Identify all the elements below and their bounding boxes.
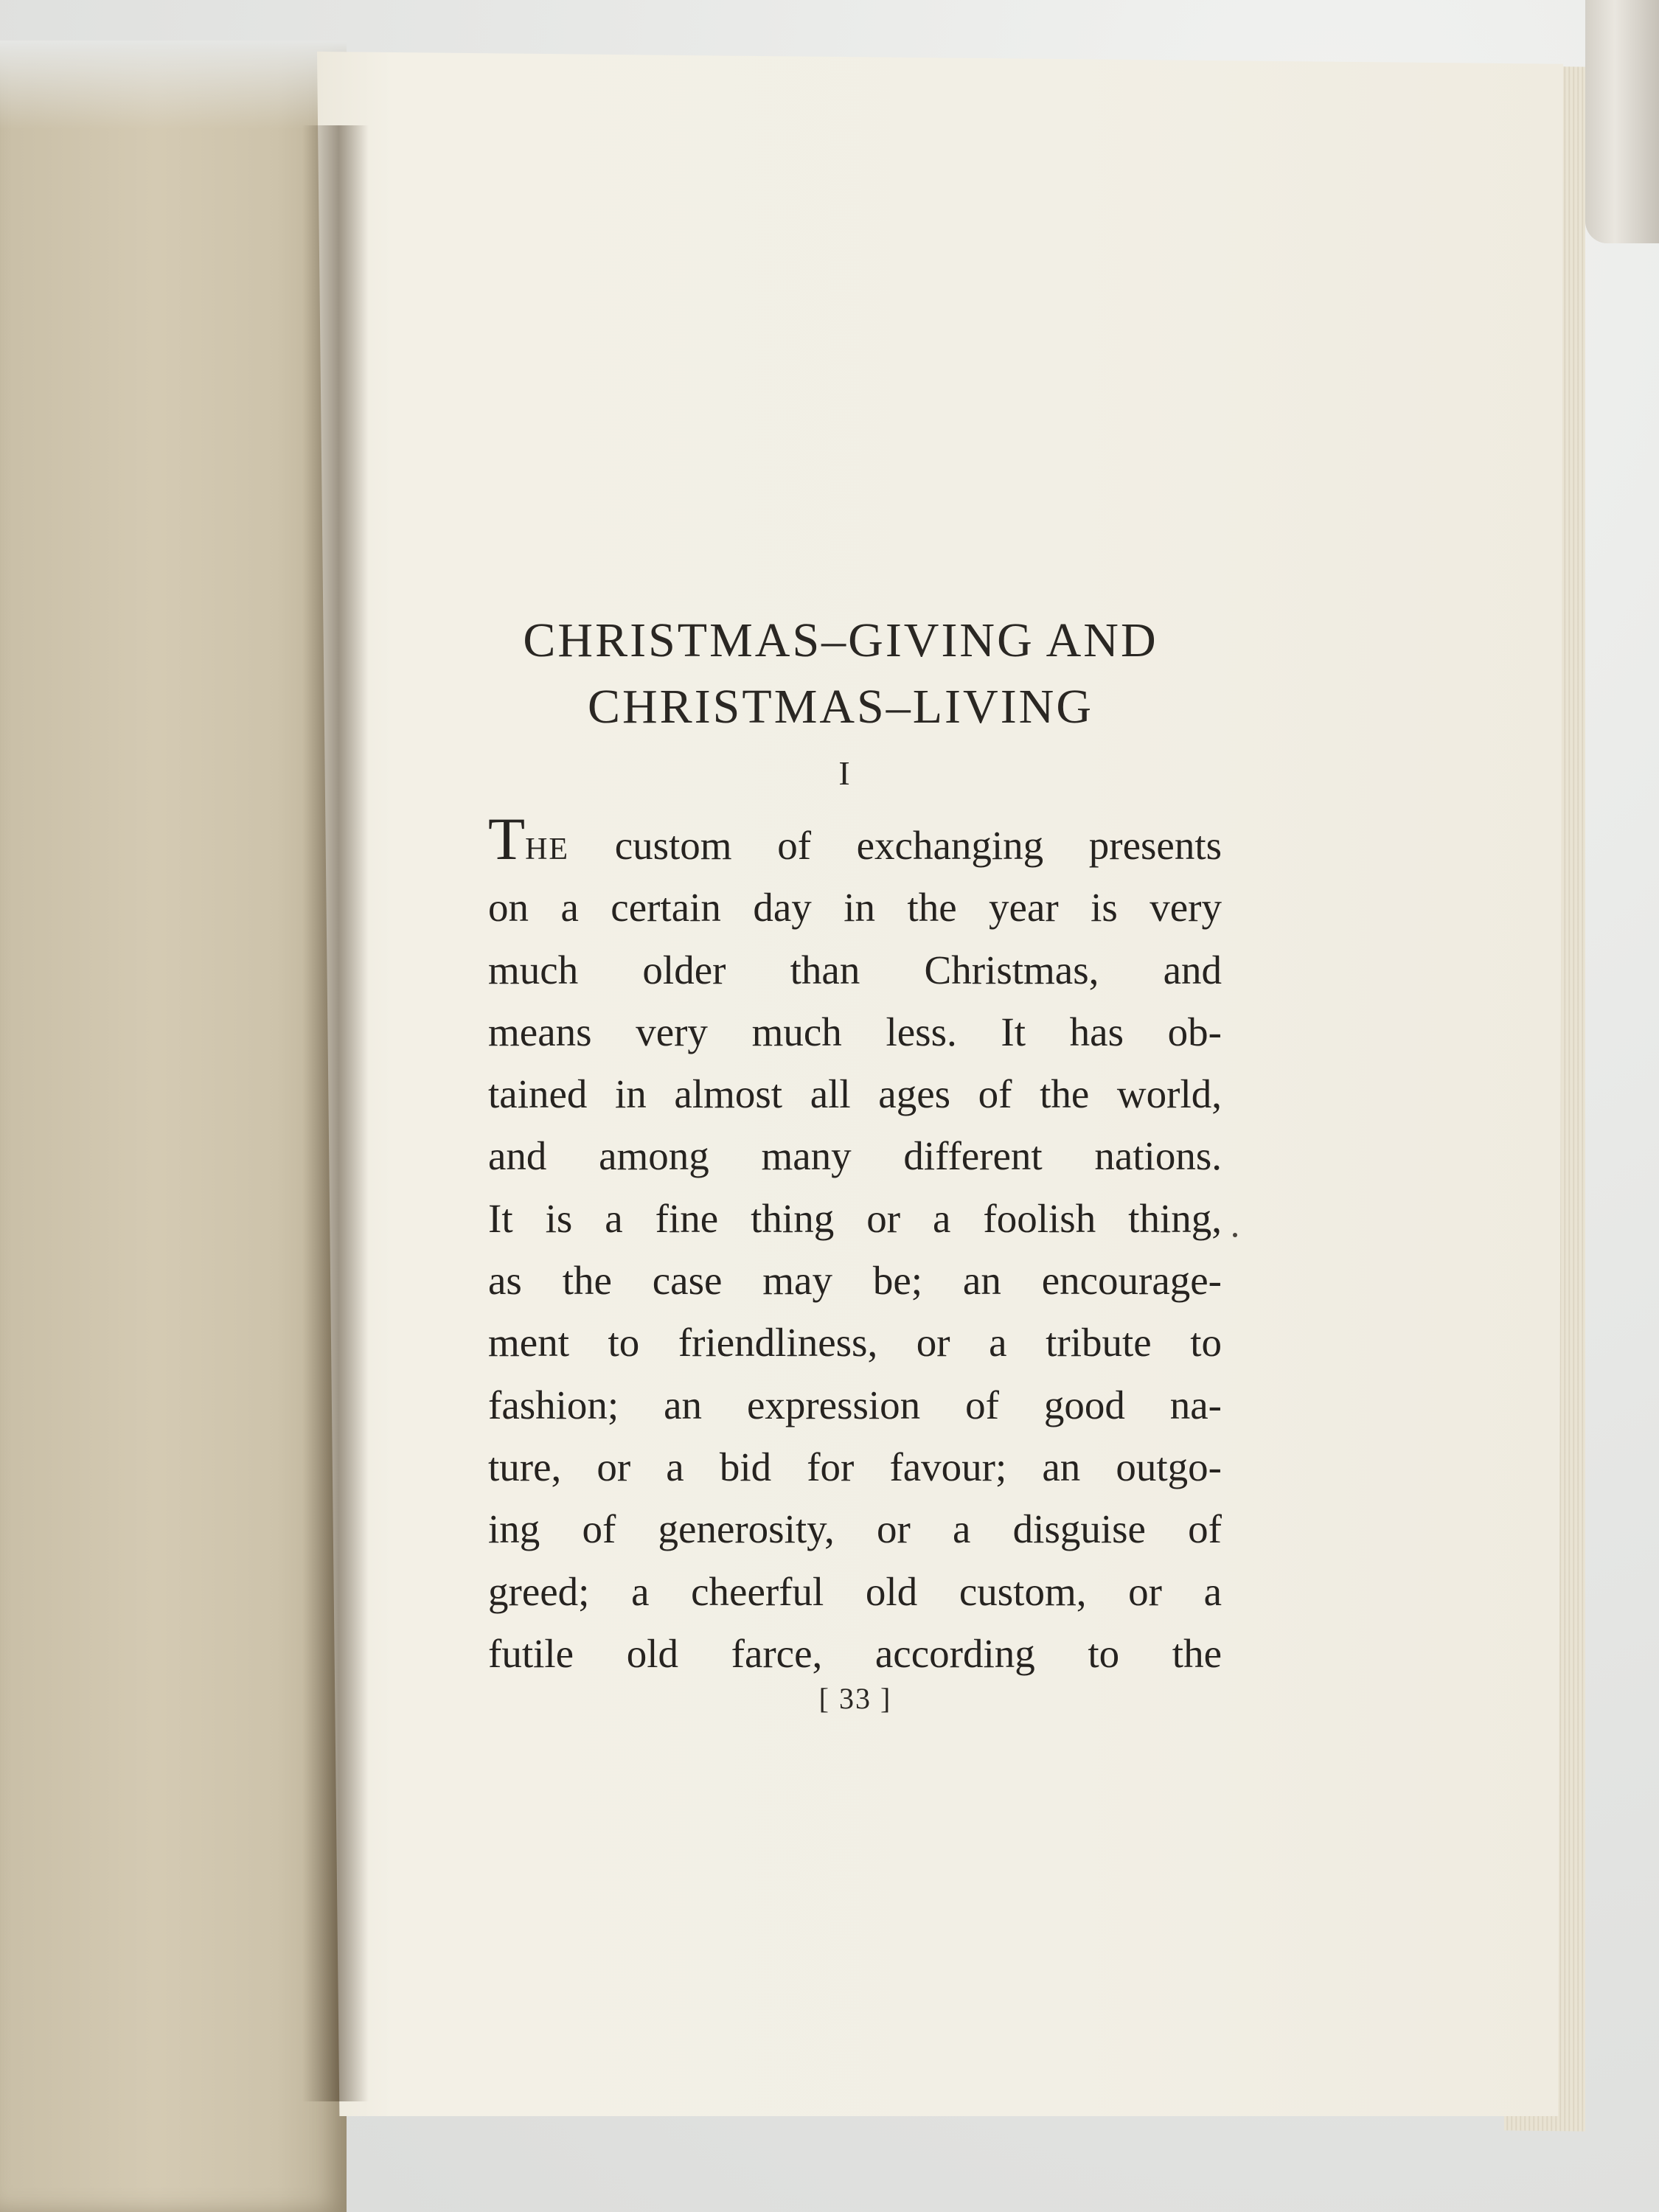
text-line: futile old farce, according to the — [488, 1630, 1222, 1676]
section-number: I — [838, 754, 850, 792]
chapter-title-line-2: CHRISTMAS–LIVING — [587, 680, 1094, 734]
text-line: greed; a cheerful old custom, or a — [488, 1568, 1222, 1614]
text-line — [488, 805, 1222, 877]
chapter-title — [442, 608, 1239, 740]
left-page — [0, 41, 347, 2212]
small-caps: HE — [525, 832, 570, 866]
page-number: [ 33 ] — [818, 1682, 892, 1715]
background-object — [1585, 0, 1659, 243]
body-paragraph — [488, 805, 1222, 1685]
chapter-title-line-1: CHRISTMAS–GIVING AND — [523, 613, 1158, 668]
text-line: ment to friendliness, or a tribute to — [488, 1320, 1222, 1366]
text-line: It is a fine thing or a foolish thing, — [488, 1195, 1222, 1241]
text-line: on a certain day in the year is very — [488, 885, 1222, 931]
paper-speck — [1233, 1233, 1237, 1237]
text-line: fashion; an expression of good na- — [488, 1382, 1222, 1427]
text-line: much older than Christmas, and — [488, 947, 1222, 992]
book-gutter — [302, 125, 369, 2101]
left-page-shadow — [0, 41, 347, 129]
text-line: tained in almost all ages of the world, — [488, 1071, 1222, 1117]
text-line: and among many different nations. — [488, 1133, 1222, 1179]
drop-cap: T — [488, 805, 526, 872]
text-line: ing of generosity, or a disguise of — [488, 1506, 1222, 1552]
text-line: ture, or a bid for favour; an outgo- — [488, 1444, 1222, 1489]
text-line: as the case may be; an encourage- — [488, 1258, 1222, 1304]
text-line-content: custom of exchanging presents — [569, 823, 1222, 868]
text-line: means very much less. It has ob- — [488, 1009, 1222, 1054]
